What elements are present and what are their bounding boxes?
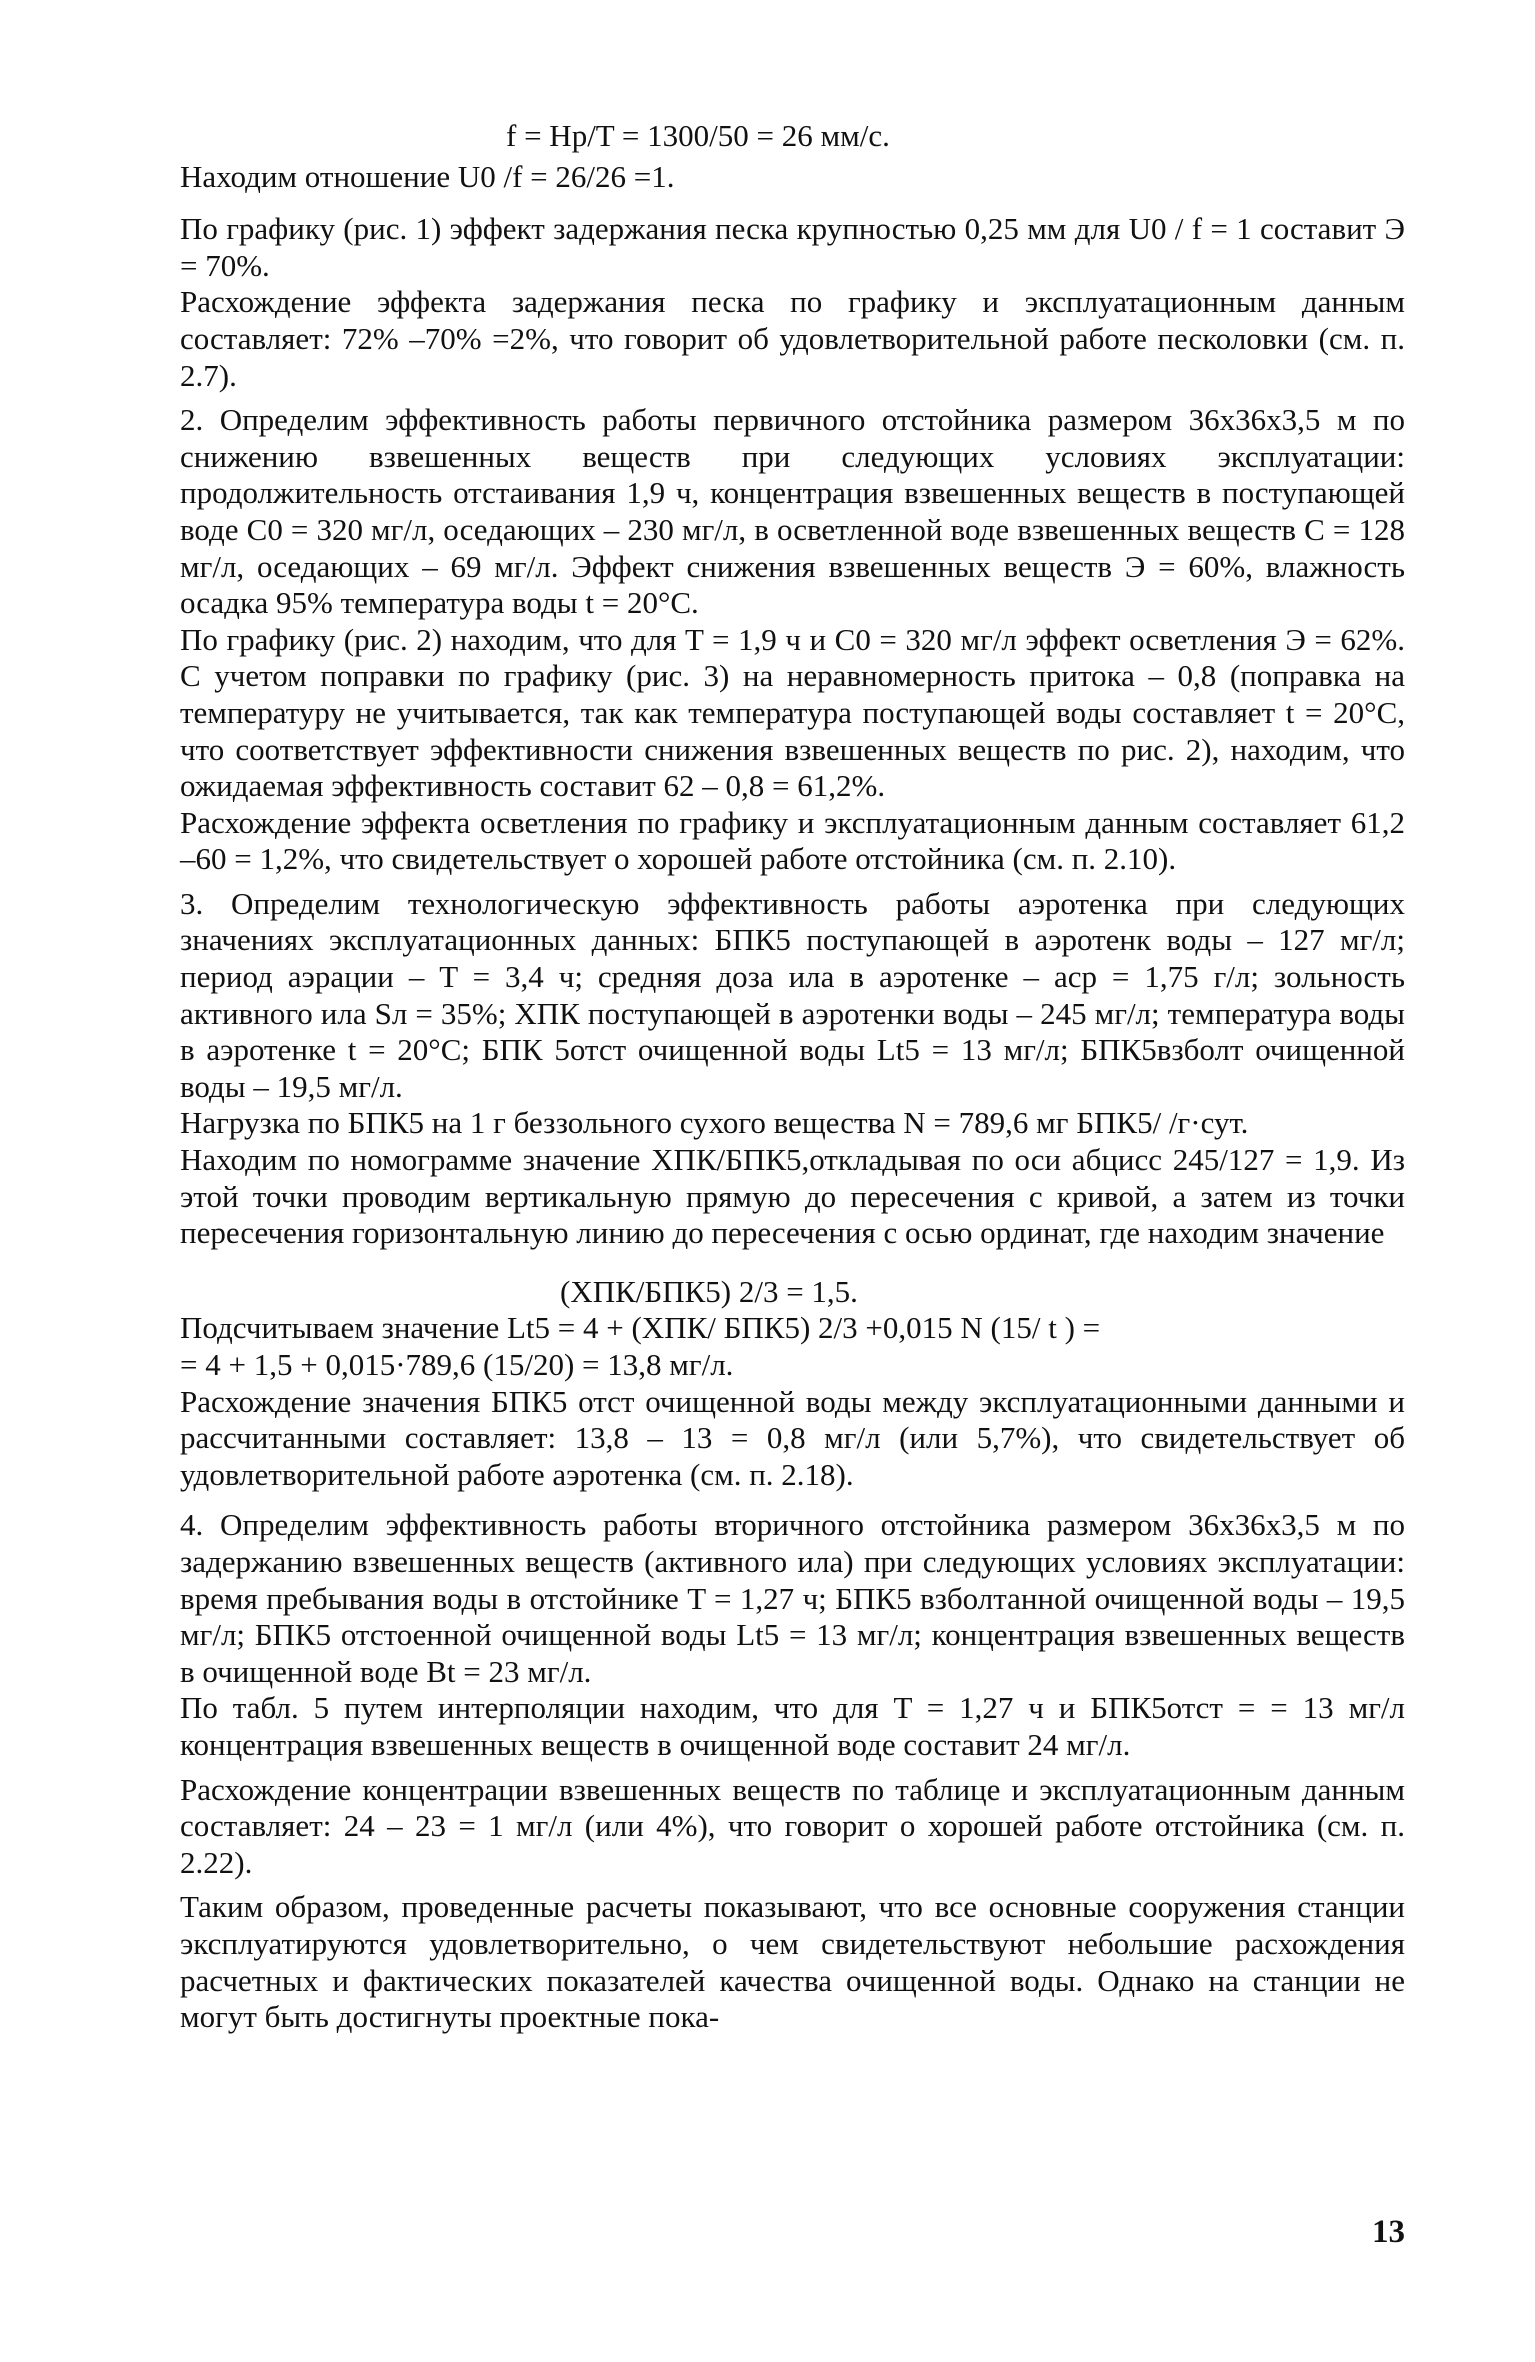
paragraph-clarification-effect: По графику (рис. 2) находим, что для T = 1,9 ч и C0 = 320 мг/л эффект осветления Э = 62%. С учетом поправки по графику (рис. 3) на неравномерность притока – 0,8 (поправка на температуру не учитывается, так как температура поступающей воды составляет t = 20°C, что соответствует эффективности снижения взвешенных веществ по рис. 2), находим, что ожидаемая эффективность составит 62 – 0,8 = 61,2%. — [180, 621, 1405, 804]
formula-calc-line-2: = 4 + 1,5 + 0,015·789,6 (15/20) = 13,8 мг/л. — [180, 1347, 734, 1382]
paragraph-nomogram: Находим по номограмме значение ХПК/БПК5,откладывая по оси абцисс 245/127 = 1,9. Из этой точки проводим вертикальную прямую до пересечения с кривой, а затем из точки пересечения горизонтальную линию до пересечения с осью ординат, где находим значение — [180, 1142, 1405, 1251]
paragraph-bod-load: Нагрузка по БПК5 на 1 г беззольного сухого вещества N = 789,6 мг БПК5/ /г·сут. — [180, 1105, 1249, 1141]
formula-flow-velocity: f = Hp/T = 1300/50 = 26 мм/с. — [506, 118, 890, 153]
document-page — [180, 118, 1405, 2036]
paragraph-conclusion: Таким образом, проведенные расчеты показывают, что все основные сооружения станции эксплуатируются удовлетворительно, о чем свидетельствуют небольшие расхождения расчетных и фактических показателей качества очищенной воды. Однако на станции не могут быть достигнуты проектные пока- — [180, 1889, 1405, 2035]
paragraph-clarification-discrepancy: Расхождение эффекта осветления по графику и эксплуатационным данным составляет 61,2 –60 = 1,2%, что свидетельствует о хорошей работе отстойника (см. п. 2.10). — [180, 804, 1405, 877]
paragraph-aerotank-discrepancy: Расхождение значения БПК5 отст очищенной воды между эксплуатационными данными и рассчитанными составляет: 13,8 – 13 = 0,8 мг/л (или 5,7%), что свидетельствует об удовлетворительной работе аэротенка (см. п. 2.18). — [180, 1383, 1405, 1492]
paragraph-secondary-settler: 4. Определим эффективность работы вторичного отстойника размером 36х36х3,5 м по задержанию взвешенных веществ (активного ила) при следующих условиях эксплуатации: время пребывания воды в отстойнике T = 1,27 ч; БПК5 взболтанной очищенной воды – 19,5 мг/л; БПК5 отстоенной очищенной воды Lt5 = 13 мг/л; концентрация взвешенных веществ в очищенной воде Bt = 23 мг/л. — [180, 1507, 1405, 1689]
paragraph-interpolation: По табл. 5 путем интерполяции находим, что для T = 1,27 ч и БПК5отст = = 13 мг/л концентрация взвешенных веществ в очищенной воде составит 24 мг/л. — [180, 1690, 1405, 1762]
ratio-line: Находим отношение U0 /f = 26/26 =1. — [180, 158, 675, 194]
formula-calc-line-1: Подсчитываем значение Lt5 = 4 + (ХПК/ БПК5) 2/3 +0,015 N (15/ t ) = — [180, 1310, 1101, 1346]
paragraph-aerotank: 3. Определим технологическую эффективность работы аэротенка при следующих значениях эксплуатационных данных: БПК5 поступающей в аэротенк воды – 127 мг/л; период аэрации – T = 3,4 ч; средняя доза ила в аэротенке – aср = 1,75 г/л; зольность активного ила Sл = 35%; ХПК поступающей в аэротенки воды – 245 мг/л; температура воды в аэротенке t = 20°C; БПК 5отст очищенной воды Lt5 = 13 мг/л; БПК5взболт очищенной воды – 19,5 мг/л. — [180, 885, 1405, 1104]
paragraph-secondary-discrepancy: Расхождение концентрации взвешенных веществ по таблице и эксплуатационным данным составляет: 24 – 23 = 1 мг/л (или 4%), что говорит о хорошей работе отстойника (см. п. 2.22). — [180, 1771, 1405, 1880]
paragraph-sand-trap-discrepancy: Расхождение эффекта задержания песка по графику и эксплуатационным данным составляет: 72% –70% =2%, что говорит об удовлетворительной работе песколовки (см. п. 2.7). — [180, 284, 1405, 393]
page-number: 13 — [1372, 2214, 1405, 2250]
formula-cod-bod: (ХПК/БПК5) 2/3 = 1,5. — [560, 1273, 858, 1309]
paragraph-sand-trap-effect: По графику (рис. 1) эффект задержания песка крупностью 0,25 мм для U0 / f = 1 составит Э = 70%. — [180, 211, 1405, 283]
paragraph-primary-settler: 2. Определим эффективность работы первичного отстойника размером 36х36х3,5 м по снижению взвешенных веществ при следующих условиях эксплуатации: продолжительность отстаивания 1,9 ч, концентрация взвешенных веществ в поступающей воде C0 = 320 мг/л, оседающих – 230 мг/л, в осветленной воде взвешенных веществ C = 128 мг/л, оседающих – 69 мг/л. Эффект снижения взвешенных веществ Э = 60%, влажность осадка 95% температура воды t = 20°C. — [180, 402, 1405, 621]
